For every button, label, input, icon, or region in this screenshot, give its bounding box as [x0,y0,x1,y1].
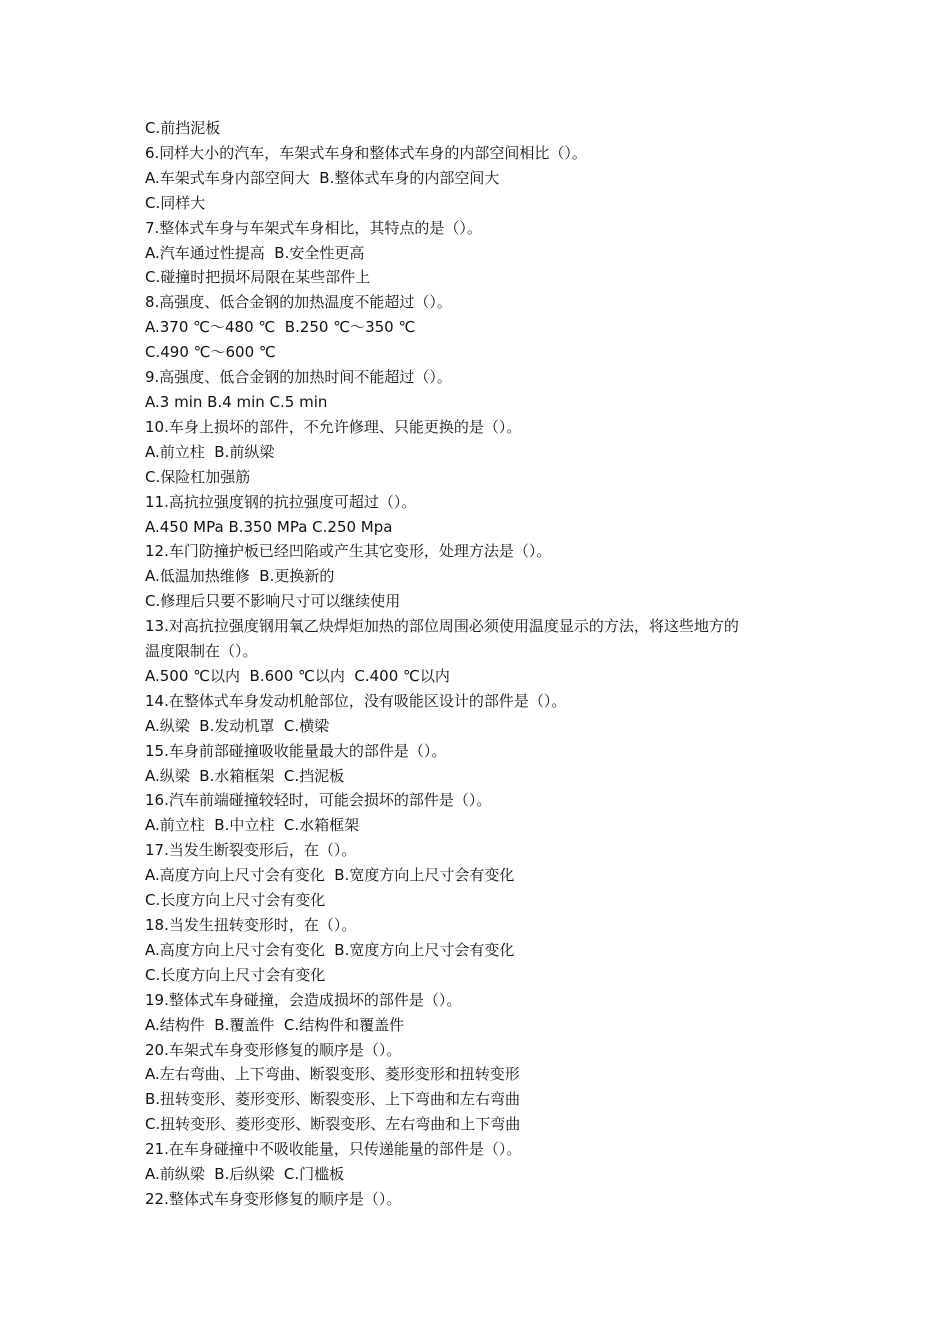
question-13: 13.对高抗拉强度钢用氧乙炔焊炬加热的部位周围必须使用温度显示的方法，将这些地方的 [145,617,739,636]
answer-options: C.扭转变形、菱形变形、断裂变形、左右弯曲和上下弯曲 [145,1115,521,1134]
answer-options: A.低温加热维修 B.更换新的 [145,567,335,586]
question-8: 8.高强度、低合金钢的加热温度不能超过（）。 [145,293,452,312]
question-17: 17.当发生断裂变形后，在（）。 [145,841,357,860]
text-line: C.前挡泥板 [145,119,221,137]
answer-options: A.汽车通过性提高 B.安全性更高 [145,243,365,262]
answer-options: B.扭转变形、菱形变形、断裂变形、上下弯曲和左右弯曲 [145,1090,521,1109]
answer-options: A.结构件 B.覆盖件 C.结构件和覆盖件 [145,1015,405,1034]
document-page [145,116,825,1212]
answer-options: A.高度方向上尺寸会有变化 B.宽度方向上尺寸会有变化 [145,866,515,885]
question-15: 15.车身前部碰撞吸收能量最大的部件是（）。 [145,741,447,760]
question-21: 21.在车身碰撞中不吸收能量，只传递能量的部件是（）。 [145,1140,522,1159]
answer-options: C.保险杠加强筋 [145,467,251,486]
answer-options: C.同样大 [145,193,206,212]
question-16: 16.汽车前端碰撞较轻时，可能会损坏的部件是（）。 [145,791,492,810]
question-18: 18.当发生扭转变形时，在（）。 [145,916,357,934]
answer-options: C.长度方向上尺寸会有变化 [145,891,326,910]
question-7: 7.整体式车身与车架式车身相比，其特点的是（）。 [145,218,482,237]
question-11: 11.高抗拉强度钢的抗拉强度可超过（）。 [145,492,417,511]
answer-options: A.3 min B.4 min C.5 min [145,392,328,411]
question-19: 19.整体式车身碰撞，会造成损坏的部件是（）。 [145,990,462,1009]
question-9: 9.高强度、低合金钢的加热时间不能超过（）。 [145,368,452,387]
answer-options: C.490 ℃～600 ℃ [145,343,276,362]
answer-options: A.500 ℃以内 B.600 ℃以内 C.400 ℃以内 [145,666,450,685]
answer-options: A.纵梁 B.水箱框架 C.挡泥板 [145,766,345,785]
answer-options: A.前立柱 B.中立柱 C.水箱框架 [145,816,360,835]
question-10: 10.车身上损坏的部件，不允许修理、只能更换的是（）。 [145,417,522,436]
answer-options: A.纵梁 B.发动机罩 C.横梁 [145,716,330,735]
answer-options: A.高度方向上尺寸会有变化 B.宽度方向上尺寸会有变化 [145,940,515,959]
answer-options: C.长度方向上尺寸会有变化 [145,965,326,984]
answer-options: A.前立柱 B.前纵梁 [145,442,275,461]
answer-options: A.450 MPa B.350 MPa C.250 Mpa [145,517,393,536]
answer-options: C.修理后只要不影响尺寸可以继续使用 [145,592,401,611]
answer-options: A.370 ℃～480 ℃ B.250 ℃～350 ℃ [145,318,416,337]
answer-options: A.车架式车身内部空间大 B.整体式车身的内部空间大 [145,168,500,187]
question-22: 22.整体式车身变形修复的顺序是（）。 [145,1189,402,1208]
question-6: 6.同样大小的汽车，车架式车身和整体式车身的内部空间相比（）。 [145,143,587,162]
question-20: 20.车架式车身变形修复的顺序是（）。 [145,1040,402,1059]
question-14: 14.在整体式车身发动机舱部位，没有吸能区设计的部件是（）。 [145,691,567,710]
answer-options: A.左右弯曲、上下弯曲、断裂变形、菱形变形和扭转变形 [145,1065,520,1084]
question-13-continued: 温度限制在（）。 [145,642,258,661]
question-12: 12.车门防撞护板已经凹陷或产生其它变形，处理方法是（）。 [145,542,552,561]
answer-options: A.前纵梁 B.后纵梁 C.门槛板 [145,1165,345,1184]
answer-options: C.碰撞时把损坏局限在某些部件上 [145,268,371,287]
